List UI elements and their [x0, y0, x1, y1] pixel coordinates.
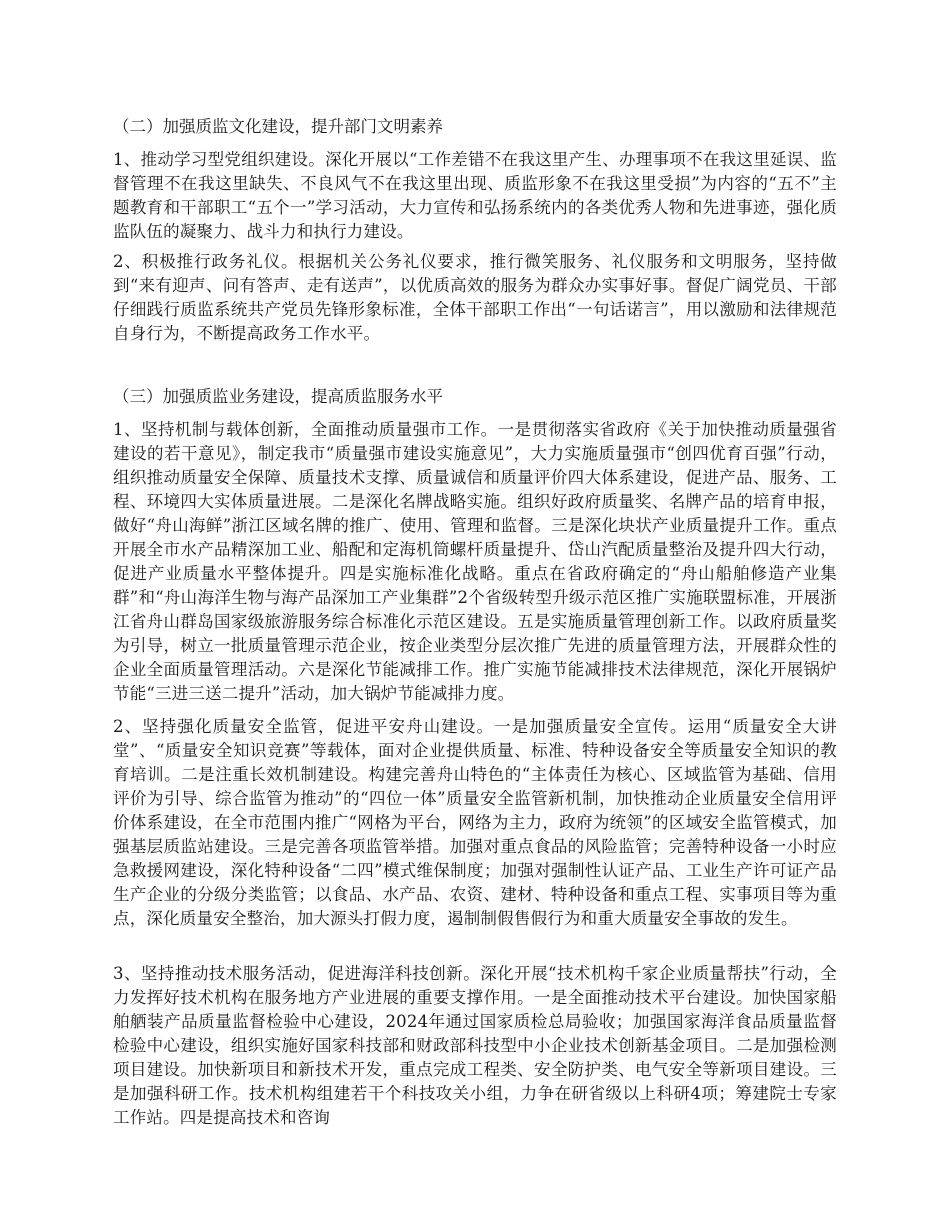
section-heading-2: （二）加强质监文化建设，提升部门文明素养: [113, 117, 443, 136]
paragraph-technical-service: 3、坚持推动技术服务活动，促进海洋科技创新。深化开展“技术机构千家企业质量帮扶”行动，全力发挥好技术机构在服务地方产业进展的重要支撑作用。一是全面推动技术平台建设。加快国家船舶舾装产品质量监督检验中心建设，2024年通过国家质检总局验收；加强国家海洋食品质量监督检验中心建设，组织实施好国家科技部和财政部科技型中小企业技术创新基金项目。二是加强检测项目建设。加快新项目和新技术开发，重点完成工程类、安全防护类、电气安全等新项目建设。三是加强科研工作。技术机构组建若干个科技攻关小组，力争在研省级以上科研4项；筹建院士专家工作站。四是提高技术和咨询: [113, 964, 837, 1127]
paragraph-government-etiquette: 2、积极推行政务礼仪。根据机关公务礼仪要求，推行微笑服务、礼仪服务和文明服务，坚持做到“来有迎声、问有答声、走有送声”，以优质高效的服务为群众办实事好事。督促广阔党员、干部仔细践行质监系统共产党员先锋形象标准，全体干部职工作出“一句话诺言”，用以激励和法律规范自身行为，不断提高政务工作水平。: [113, 252, 837, 343]
section-heading-3: （三）加强质监业务建设，提高质监服务水平: [113, 387, 443, 406]
paragraph-party-organization: 1、推动学习型党组织建设。深化开展以“工作差错不在我这里产生、办理事项不在我这里延误、监督管理不在我这里缺失、不良风气不在我这里出现、质监形象不在我这里受损”为内容的“五不”主题教育和干部职工“五个一”学习活动，大力宣传和弘扬系统内的各类优秀人物和先进事迹，强化质监队伍的凝聚力、战斗力和执行力建设。: [113, 150, 837, 241]
paragraph-quality-city: 1、坚持机制与载体创新，全面推动质量强市工作。一是贯彻落实省政府《关于加快推动质量强省建设的若干意见》，制定我市“质量强市建设实施意见”，大力实施质量强市“创四优育百强”行动，组织推动质量安全保障、质量技术支撑、质量诚信和质量评价四大体系建设，促进产品、服务、工程、环境四大实体质量进展。二是深化名牌战略实施。组织好政府质量奖、名牌产品的培育申报，做好“舟山海鲜”浙江区域名牌的推广、使用、管理和监督。三是深化块状产业质量提升工作。重点开展全市水产品精深加工业、船配和定海机筒螺杆质量提升、岱山汽配质量整治及提升四大行动，促进产业质量水平整体提升。四是实施标准化战略。重点在省政府确定的“舟山船舶修造产业集群”和“舟山海洋生物与海产品深加工产业集群”2个省级转型升级示范区推广实施联盟标准，开展浙江省舟山群岛国家级旅游服务综合标准化示范区建设。五是实施质量管理创新工作。以政府质量奖为引导，树立一批质量管理示范企业，按企业类型分层次推广先进的质量管理方法，开展群众性的企业全面质量管理活动。六是深化节能减排工作。推广实施节能减排技术法律规范，深化开展锅炉节能“三进三送二提升”活动，加大锅炉节能减排力度。: [113, 420, 837, 703]
paragraph-quality-safety: 2、坚持强化质量安全监管，促进平安舟山建设。一是加强质量安全宣传。运用“质量安全大讲堂”、“质量安全知识竞赛”等载体，面对企业提供质量、标准、特种设备安全等质量安全知识的教育培训。二是注重长效机制建设。构建完善舟山特色的“主体责任为核心、区域监管为基础、信用评价为引导、综合监管为推动”的“四位一体”质量安全监管新机制，加快推动企业质量安全信用评价体系建设，在全市范围内推广“网格为平台，网络为主力，政府为统领”的区域安全监管模式，加强基层质监站建设。三是完善各项监管举措。加强对重点食品的风险监管；完善特种设备一小时应急救援网建设，深化特种设备“二四”模式维保制度；加强对强制性认证产品、工业生产许可证产品生产企业的分级分类监管；以食品、水产品、农资、建材、特种设备和重点工程、实事项目等为重点，深化质量安全整治，加大源头打假力度，遏制制假售假行为和重大质量安全事故的发生。: [113, 717, 837, 928]
